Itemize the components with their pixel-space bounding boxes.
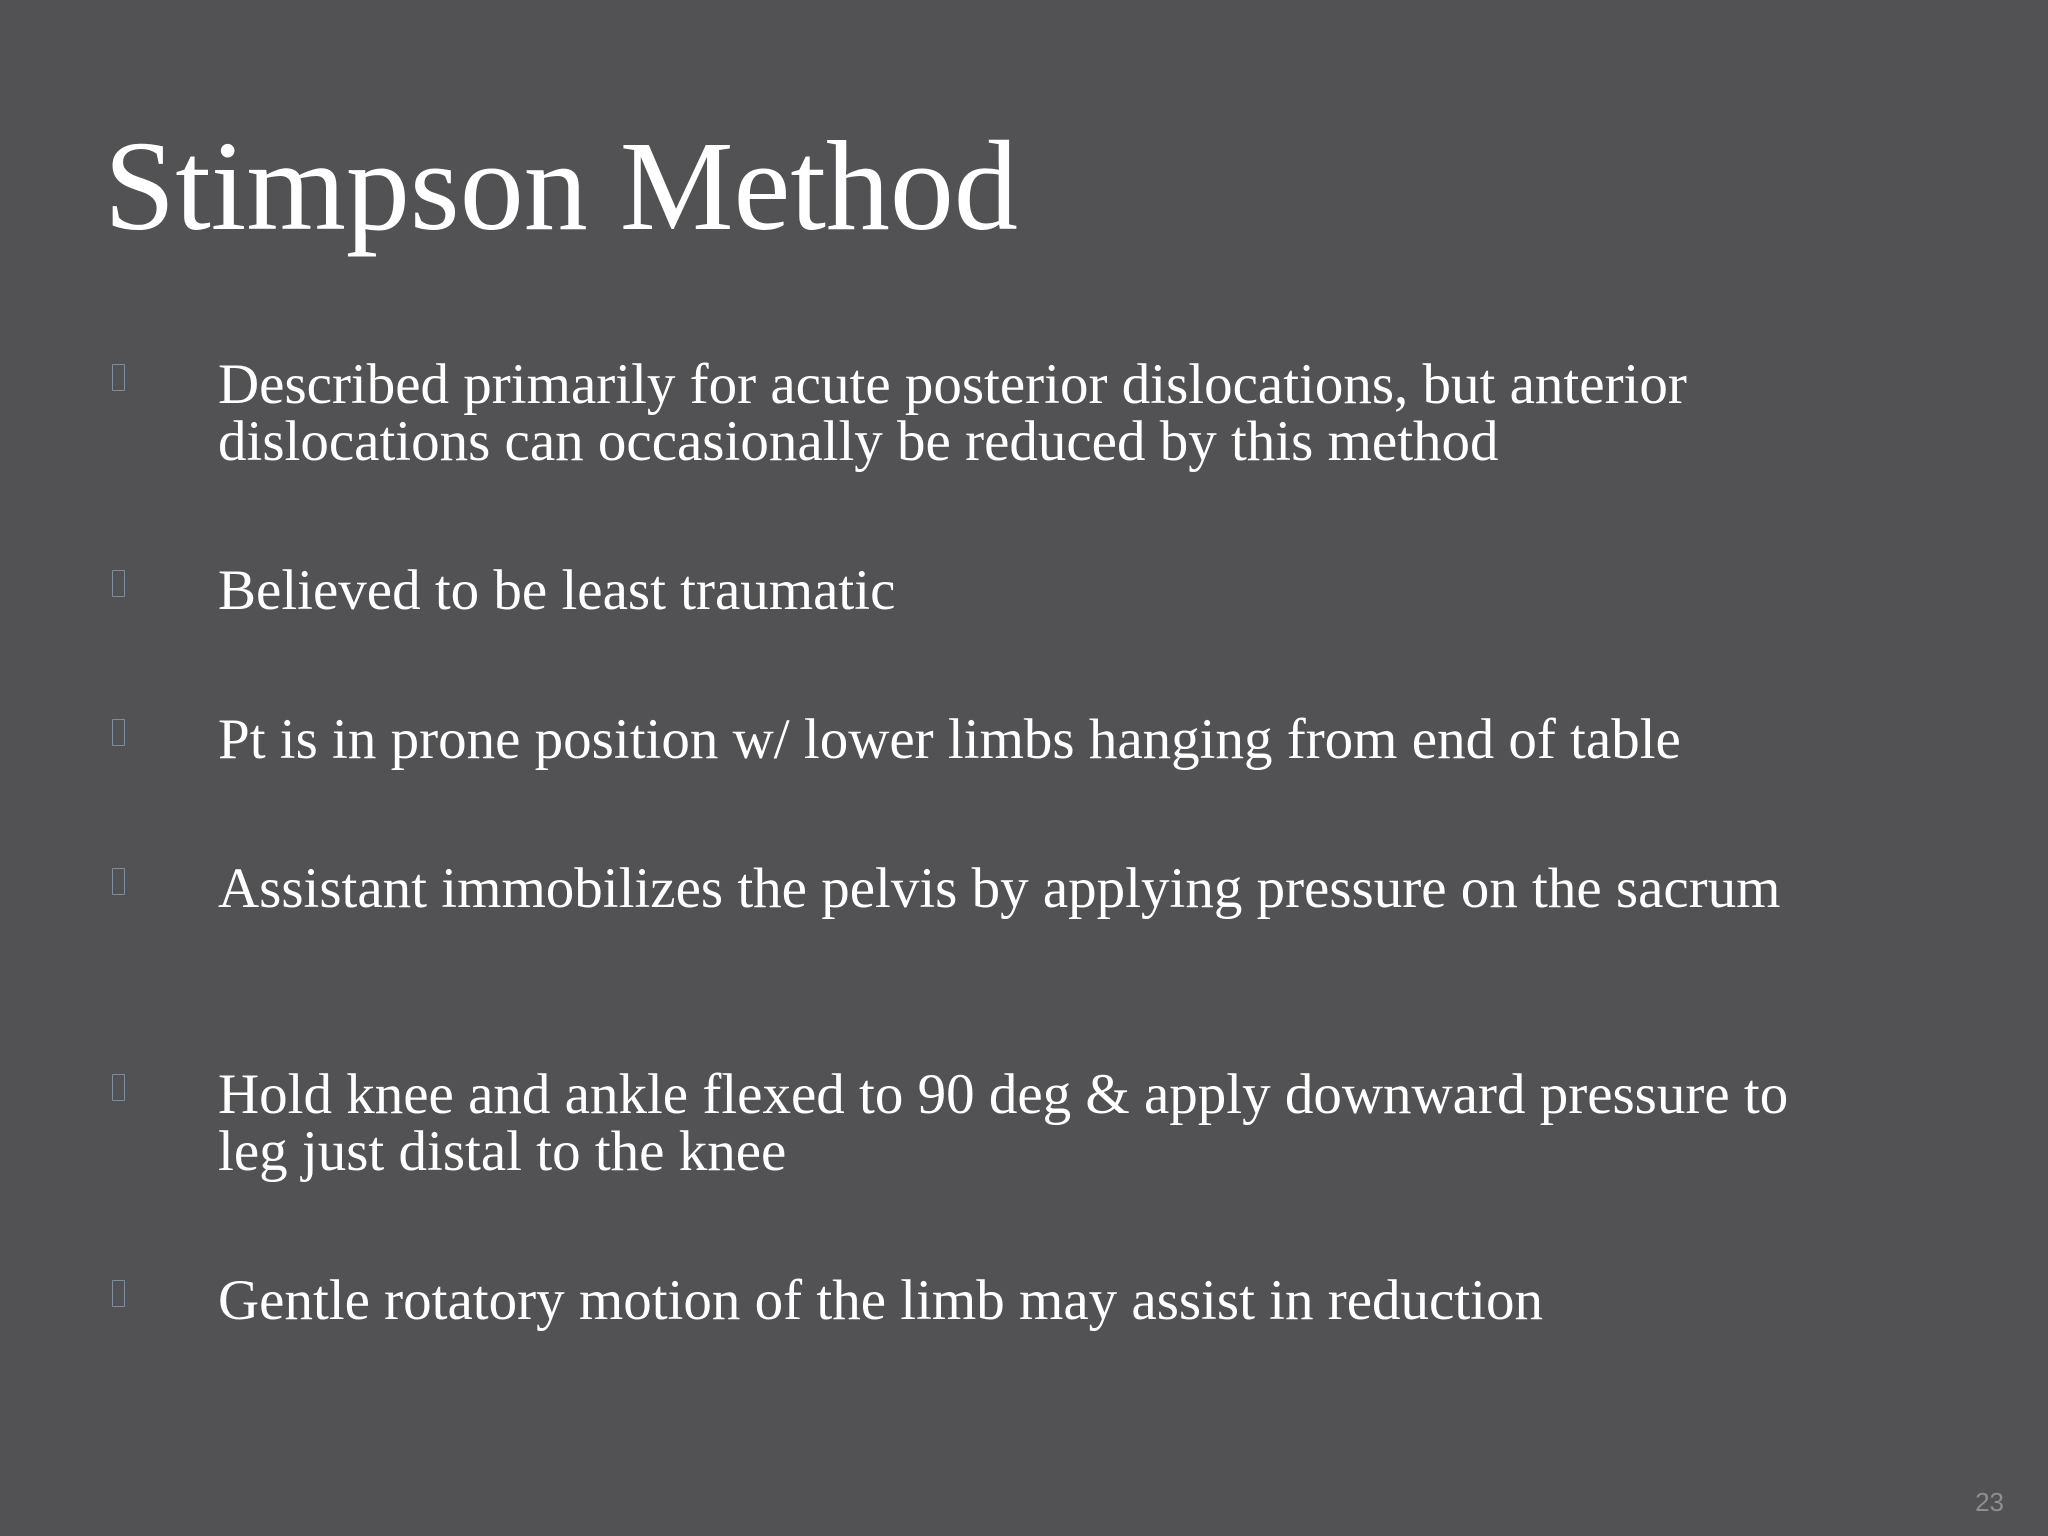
bullet-text: Pt is in prone position w/ lower limbs hanging from end of table xyxy=(218,708,1681,771)
bullet-text: Hold knee and ankle flexed to 90 deg & apply downward pressure to leg just distal to the knee xyxy=(218,1063,1789,1183)
square-bullet-icon xyxy=(112,719,125,746)
square-bullet-icon xyxy=(112,1074,125,1101)
square-bullet-icon xyxy=(112,868,125,895)
bullet-text: Believed to be least traumatic xyxy=(218,559,896,622)
square-bullet-icon xyxy=(112,364,125,391)
bullet-text: Assistant immobilizes the pelvis by applying pressure on the sacrum xyxy=(218,857,1781,920)
square-bullet-icon xyxy=(112,570,125,597)
square-bullet-icon xyxy=(112,1280,125,1307)
bullet-text: Described primarily for acute posterior dislocations, but anterior dislocations can occasionally be reduced by this method xyxy=(218,353,1687,473)
slide-title: Stimpson Method xyxy=(104,115,1018,257)
slide-number: 23 xyxy=(1975,1487,2004,1517)
bullet-text: Gentle rotatory motion of the limb may assist in reduction xyxy=(218,1269,1543,1332)
